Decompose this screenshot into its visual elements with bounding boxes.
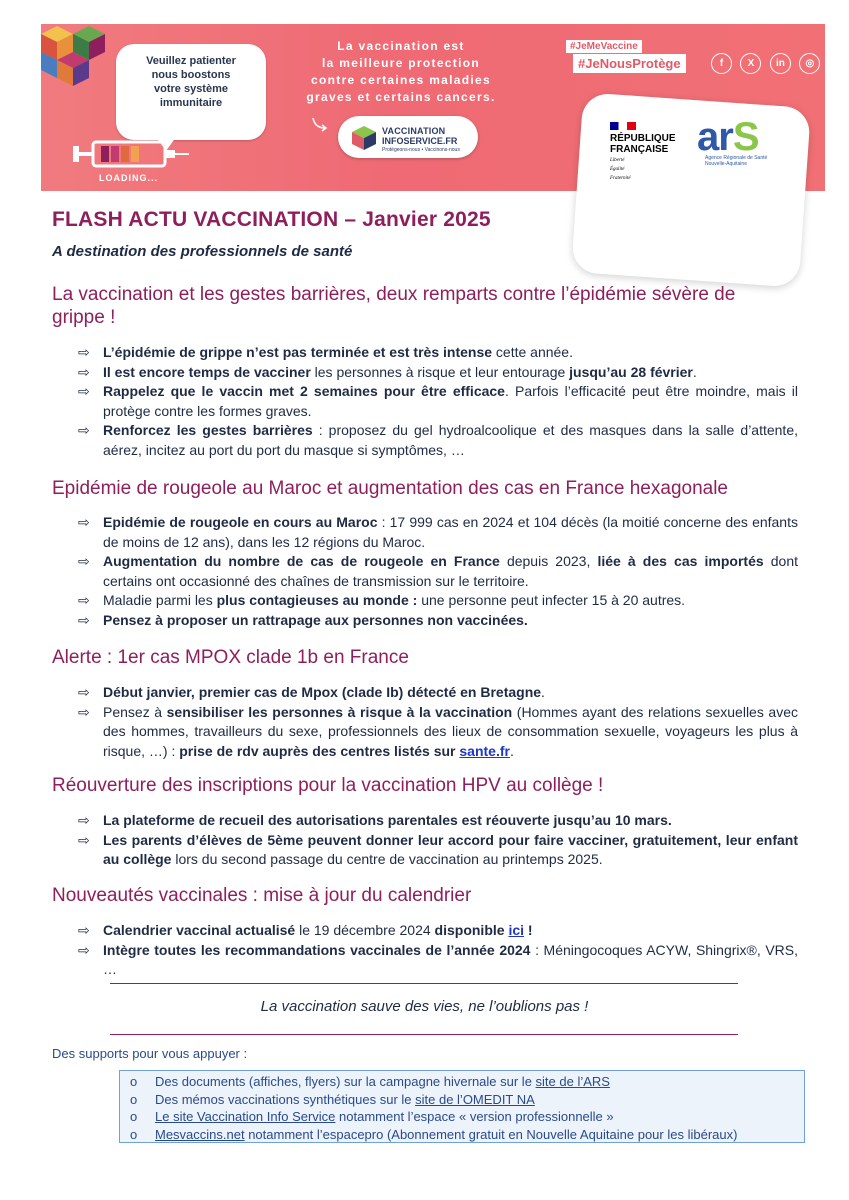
slogan-line: la meilleure protection — [322, 56, 480, 70]
section-heading-mpox: Alerte : 1er cas MPOX clade 1b en France — [52, 647, 409, 668]
section-heading-grippe: La vaccination et les gestes barrières, deux remparts contre l’épidémie sévère de grippe ! — [52, 284, 736, 328]
vis-logo-line2: INFOSERVICE.FR — [382, 136, 458, 146]
sante-fr-link[interactable]: sante.fr — [459, 742, 510, 759]
page-subtitle: A destination des professionnels de santé — [52, 243, 353, 260]
bubble-line: immunitaire — [159, 97, 223, 109]
list-item: ⇨ Renforcez les gestes barrières : proposez du gel hydroalcoolique et des masques dans la salle d’attente, aérez, incitez au port du port du masque si symptômes, … — [78, 422, 799, 458]
ars-logo — [697, 117, 759, 157]
x-icon[interactable]: X — [740, 53, 761, 74]
rf-motto-3: Fraternité — [610, 176, 631, 181]
list-item: ⇨ Calendrier vaccinal actualisé le 19 décembre 2024 disponible ici ! — [78, 921, 798, 941]
french-flag-icon — [610, 122, 636, 130]
hpv-list — [78, 811, 798, 870]
rf-motto-1: Liberté — [610, 158, 625, 163]
list-item: ⇨ Intègre toutes les recommandations vaccinales de l’année 2024 : Méningocoques ACYW, Shingrix®, VRS, … — [78, 941, 798, 977]
arrow-icon: ⇨ — [78, 514, 90, 530]
arrow-icon: ⇨ — [78, 344, 90, 360]
rf-line2: FRANÇAISE — [610, 144, 669, 155]
loading-speech-bubble — [116, 44, 266, 140]
calendrier-list — [78, 921, 798, 980]
ars-logo-s: S — [732, 115, 759, 159]
arrow-icon: ⇨ — [78, 703, 90, 720]
hashtag-jenousprotege: #JeNousProtège — [573, 54, 686, 73]
curved-arrow-icon — [311, 116, 333, 132]
vaccination-info-service-logo — [338, 116, 478, 158]
section-heading-calendrier: Nouveautés vaccinales : mise à jour du calendrier — [52, 885, 472, 906]
ars-sub-line2: Nouvelle-Aquitaine — [705, 161, 747, 167]
rf-motto-2: Égalité — [610, 167, 625, 172]
bullet-icon: o — [130, 1074, 138, 1089]
section-heading-hpv: Réouverture des inscriptions pour la vaccination HPV au collège ! — [52, 775, 604, 796]
instagram-icon[interactable]: ◎ — [799, 53, 820, 74]
support-item: o Le site Vaccination Info Service notamment l’espace « version professionnelle » — [130, 1109, 614, 1124]
arrow-icon: ⇨ — [78, 922, 90, 938]
republique-francaise-logo — [610, 122, 676, 182]
bubble-line: nous boostons — [151, 69, 231, 81]
divider-top — [110, 983, 738, 984]
support-item: o Mesvaccins.net notamment l’espacepro (Abonnement gratuit en Nouvelle Aquitaine pour les libéraux) — [130, 1126, 738, 1142]
slogan-line: graves et certains cancers. — [306, 90, 496, 104]
mpox-list — [78, 683, 798, 761]
page-title: FLASH ACTU VACCINATION – Janvier 2025 — [52, 208, 491, 231]
social-icons — [711, 53, 824, 74]
bullet-icon: o — [130, 1091, 138, 1107]
supports-box — [119, 1070, 805, 1143]
list-item: ⇨ Augmentation du nombre de cas de rougeole en France depuis 2023, liée à des cas importés dont certains ont occasionné des chaînes de transmission sur le territoire. — [78, 553, 798, 589]
syringe-icon — [71, 136, 191, 170]
list-item: ⇨ Pensez à sensibiliser les personnes à risque à la vaccination (Hommes ayant des relations sexuelles avec des hommes, travailleurs du sexe, professionnels des lieux de consommation sexuelle, voyageurs les plus à risque, …) : prise de rdv auprès des centres listés sur sante.fr. — [78, 703, 798, 759]
arrow-icon: ⇨ — [78, 812, 90, 828]
support-item: o Des mémos vaccinations synthétiques sur le site de l’OMEDIT NA — [130, 1091, 535, 1107]
arrow-icon: ⇨ — [78, 941, 90, 958]
vis-logo-tagline: Protégeons-nous • Vaccinons-nous — [382, 147, 460, 153]
list-item: ⇨ La plateforme de recueil des autorisations parentales est réouverte jusqu’au 10 mars. — [78, 811, 798, 831]
facebook-icon[interactable]: f — [711, 53, 732, 74]
bubble-line: votre système — [154, 83, 228, 95]
supports-label: Des supports pour vous appuyer : — [52, 1046, 248, 1061]
list-item: ⇨ Début janvier, premier cas de Mpox (clade Ib) détecté en Bretagne. — [78, 683, 798, 703]
list-item: ⇨ Maladie parmi les plus contagieuses au monde : une personne peut infecter 15 à 20 autres. — [78, 591, 798, 611]
list-item: ⇨ Rappelez que le vaccin met 2 semaines pour être efficace. Parfois l’efficacité peut être moindre, mais il protège contre les formes graves. — [78, 383, 798, 419]
ars-logo-a: ar — [697, 115, 733, 159]
rf-line1: RÉPUBLIQUE — [610, 133, 676, 144]
closing-motto: La vaccination sauve des vies, ne l’oublions pas ! — [260, 998, 589, 1015]
list-item: ⇨ Epidémie de rougeole en cours au Maroc : 17 999 cas en 2024 et 104 décès (la moitié concerne des enfants de moins de 12 ans), dans les 12 régions du Maroc. — [78, 514, 798, 550]
mesvaccins-link[interactable]: Mesvaccins.net — [155, 1126, 245, 1142]
vis-cube-icon — [350, 124, 378, 152]
slogan-line: La vaccination est — [337, 39, 465, 53]
arrow-icon: ⇨ — [78, 611, 90, 628]
arrow-icon: ⇨ — [78, 553, 90, 569]
site-omedit-link[interactable]: site de l’OMEDIT NA — [415, 1091, 535, 1107]
list-item: ⇨ Pensez à proposer un rattrapage aux personnes non vaccinées. — [78, 611, 798, 631]
arrow-icon: ⇨ — [78, 422, 90, 438]
calendrier-ici-link[interactable]: ici — [508, 922, 525, 938]
bullet-icon: o — [130, 1126, 138, 1142]
ars-sub-line1: Agence Régionale de Santé — [705, 155, 768, 161]
arrow-icon: ⇨ — [78, 363, 90, 380]
vis-logo-line1: VACCINATION — [382, 126, 446, 136]
vaccination-info-service-link[interactable]: Le site Vaccination Info Service — [155, 1109, 336, 1124]
arrow-icon: ⇨ — [78, 592, 90, 608]
ars-subtitle — [705, 155, 767, 167]
arrow-icon: ⇨ — [78, 684, 90, 700]
loading-text: LOADING... — [99, 173, 158, 183]
grippe-list — [78, 343, 798, 460]
support-item: o Des documents (affiches, flyers) sur la campagne hivernale sur le site de l’ARS — [130, 1074, 610, 1089]
section-heading-rougeole: Epidémie de rougeole au Maroc et augmentation des cas en France hexagonale — [52, 478, 728, 499]
arrow-icon: ⇨ — [78, 831, 90, 848]
logo-card — [571, 92, 811, 287]
slogan-line: contre certaines maladies — [311, 73, 491, 87]
rougeole-list — [78, 513, 798, 630]
banner-slogan — [296, 38, 506, 106]
list-item: ⇨ L’épidémie de grippe n’est pas terminée et est très intense cette année. — [78, 343, 798, 363]
arrow-icon: ⇨ — [78, 383, 90, 399]
list-item: ⇨ Les parents d’élèves de 5ème peuvent donner leur accord pour faire vacciner, gratuitement, leur enfant au collège lors du second passage du centre de vaccination au printemps 2025. — [78, 831, 798, 867]
site-ars-link[interactable]: site de l’ARS — [535, 1074, 610, 1089]
bubble-line: Veuillez patienter — [146, 55, 236, 67]
linkedin-icon[interactable]: in — [770, 53, 791, 74]
list-item: ⇨ Il est encore temps de vacciner les personnes à risque et leur entourage jusqu’au 28 février. — [78, 363, 798, 383]
hashtag-jemevaccine: #JeMeVaccine — [566, 40, 642, 53]
bullet-icon: o — [130, 1109, 138, 1124]
divider-bottom — [110, 1034, 738, 1035]
